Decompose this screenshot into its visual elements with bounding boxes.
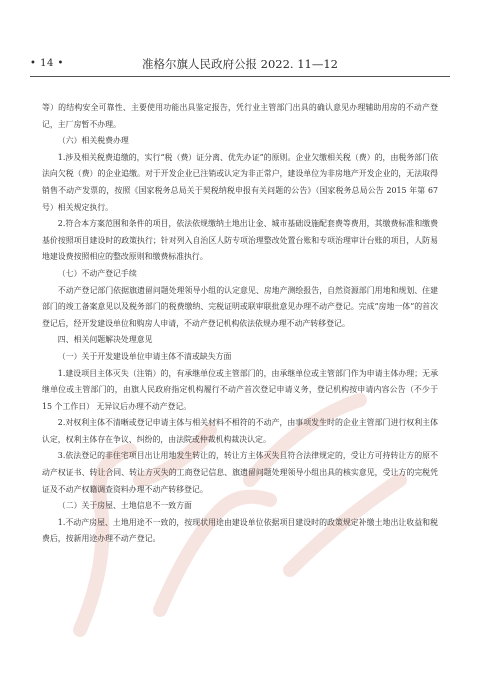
page-header [30,56,450,72]
publication-title: 准格尔旗人民政府公报 2022. 11—12 [142,57,338,71]
section-heading: （七）不动产登记手续 [57,268,137,278]
paragraph: 不动产登记部门依据旗遗留问题处理领导小组的认定意见、房地产测绘报告，自然资源部门用地和规划、住建部门的竣工备案意见以及税务部门的税费缴纳、完税证明或联审联批意见办理不动产登记。完成“房地一体”的首次登记后，经开发建设单位和购房人申请，不动产登记机构依法依规办理不动产转移登记。 [42,285,438,328]
section-heading: （六）相关税费办理 [57,136,129,146]
paragraph: 3.依法登记的非住宅项目出让用地发生转让的，转让方主体灭失且符合法律规定的，受让方可持转让方的原不动产权证书、转让合同、转让方灭失的工商登记信息、旗遗留问题处理领导小组出具的核实意见，受让方的完税凭证及不动产权籍调查资料办理不动产转移登记。 [42,451,438,494]
paragraph: 等）的结构安全可靠性、主要使用功能出具鉴定报告，凭行业主管部门出具的确认意见办理辅助用房的不动产登记，主厂房暂不办理。 [42,103,438,129]
paragraph: 1.涉及相关税费追缴的，实行“税（费）证分离、优先办证”的原则。企业欠缴相关税（费）的，由税务部门依法向欠税（费）的企业追缴。对于开发企业已注销或认定为非正常户，建设单位为非房地产开发企业的，无法取得销售不动产发票的，按照《国家税务总局关于契税纳税申报有关问题的公告》（国家税务总局公告 2015 年第 67 号）相关规定执行。 [42,152,438,212]
paragraph: 1.建设项目主体灭失（注销）的，有承继单位或主管部门的，由承继单位或主管部门作为申请主体办理；无承继单位或主管部门的，由旗人民政府指定机构履行不动产首次登记申请义务，登记机构按申请内容公告（不少于 15 个工作日） 无异议后办理不动产登记。 [42,368,438,411]
section-heading: （二）关于房屋、土地信息不一致方面 [57,501,192,511]
paragraph: 2.对权利主体不清晰或登记申请主体与相关材料不相符的不动产，由事项发生时的企业主管部门进行权利主体认定，权利主体存在争议、纠纷的，由法院或仲裁机构裁决认定。 [42,418,438,444]
section-heading: （一）关于开发建设单位申请主体不清或缺失方面 [57,351,232,361]
header-rule [30,76,450,77]
document-body [42,100,438,649]
page-number: • 14 • [30,58,64,69]
paragraph: 2.符合本方案范围和条件的项目，依法依规缴纳土地出让金、城市基础设施配套费等费用，其缴费标准和缴费基价按照项目建设时的政策执行；针对列入自治区人防专项治理整改处置台账和专项治理审计台账的项目，人防易地建设费按照相应的整改原则和缴费标准执行。 [42,219,438,262]
paragraph: 1.不动产房屋、土地用途不一致的，按现状用途由建设单位依据项目建设时的政策规定补缴土地出让收益和税费后，按新用途办理不动产登记。 [42,517,438,544]
section-heading: 四、相关问题解决处理意见 [57,335,153,345]
